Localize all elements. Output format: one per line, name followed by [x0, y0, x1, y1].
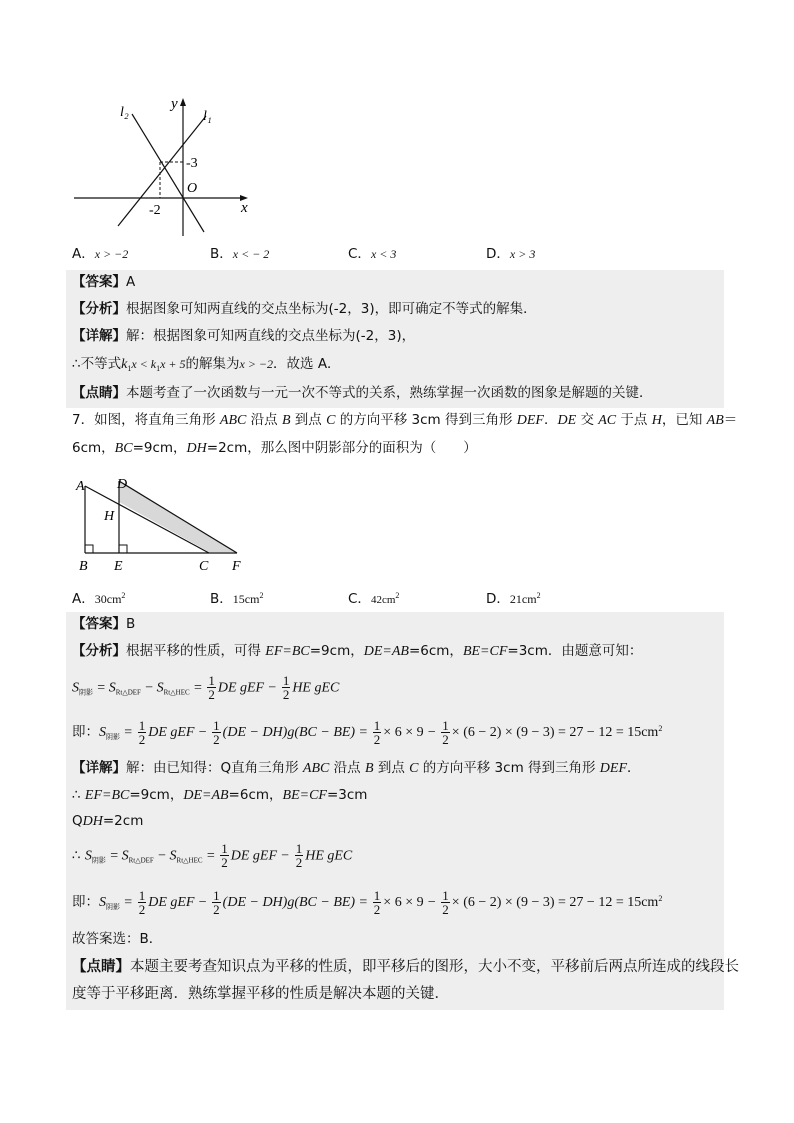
fraction-half [212, 719, 221, 746]
coordinate-graph [70, 92, 260, 242]
comment-tag: 【点睛】 [72, 385, 126, 401]
because-symbol: Q [72, 813, 83, 829]
value-text: =2cm [102, 813, 144, 829]
option-letter: A． [72, 591, 95, 607]
eq-sub: Rt△HEC [163, 688, 190, 697]
value-var: BE=CF [282, 788, 327, 803]
eq-s: S [108, 680, 116, 696]
eq-s: S [169, 848, 177, 864]
fraction-num: 1 [442, 887, 449, 903]
eq-sub: Rt△HEC [176, 856, 203, 865]
eq-term: DE gEF [148, 725, 195, 740]
q7-detail-line [72, 758, 732, 779]
q6-analysis-line [72, 299, 732, 319]
triangle-figure [70, 472, 260, 576]
analysis-var: EF=BC [265, 644, 310, 659]
eq-minus: − [427, 725, 440, 740]
eq-minus: − [427, 895, 440, 910]
eq-prefix: 即： [72, 894, 99, 910]
q7-analysis-line [72, 641, 732, 662]
analysis-text: 根据平移的性质，可得 [126, 643, 266, 659]
eq-term: × (6 − 2) × (9 − 3) = 27 − 12 = 15cm [451, 895, 659, 910]
stem-text: 到点 [290, 412, 327, 428]
label-A: A [76, 479, 85, 494]
label-x: x [241, 200, 248, 216]
option-expr: x > 3 [509, 247, 536, 261]
fraction-den: 2 [295, 855, 303, 870]
eq-prefix: 即： [72, 724, 99, 740]
fraction-num: 1 [208, 673, 215, 688]
q7-equation-4 [72, 886, 732, 920]
fraction-half [138, 719, 147, 746]
therefore-symbol: ∴ [72, 787, 85, 803]
detail-var: B [364, 761, 374, 776]
detail-tag: 【详解】 [72, 328, 126, 344]
option-letter: C． [348, 591, 371, 607]
inequality-tail: x + 5 [160, 357, 186, 371]
therefore-symbol: ∴ [72, 847, 85, 864]
fraction-den: 2 [442, 731, 449, 747]
detail-var: C [409, 761, 419, 776]
eq-equals: = [110, 848, 122, 864]
eq-minus: − [198, 725, 211, 740]
eq-term: DE gEF [217, 680, 265, 696]
fraction-num: 1 [442, 717, 449, 733]
eq-equals: = [124, 725, 136, 740]
eq-s: S [99, 725, 106, 740]
value-var: DH [82, 814, 103, 829]
label-3: -3 [186, 156, 198, 171]
q7-option-b[interactable] [210, 586, 263, 609]
fraction-num: 1 [138, 887, 146, 903]
eq-sub: Rt△DEF [115, 688, 141, 697]
stem-var: DE [557, 413, 577, 428]
fraction-num: 1 [282, 673, 290, 688]
eq-s: S [156, 680, 164, 696]
stem-text: =2cm，那么图中阴影部分的面积为（ ） [206, 440, 477, 456]
analysis-text: =6cm， [408, 643, 463, 659]
option-sup: 2 [259, 591, 264, 600]
line-l1 [118, 116, 206, 226]
eq-equals: = [206, 848, 219, 864]
option-text: 15cm [232, 592, 260, 606]
eq-minus: = [97, 680, 109, 696]
q7-conclusion-line [72, 929, 732, 949]
fraction-den: 2 [208, 687, 215, 702]
answer-tag: 【答案】 [72, 616, 126, 632]
fraction-half [282, 674, 291, 701]
label-neg2: -2 [149, 203, 161, 218]
fraction-half [220, 842, 229, 869]
detail-text: ． [627, 760, 641, 776]
label-C: C [199, 559, 209, 574]
option-text: 21cm [509, 592, 537, 606]
stem-var: ABC [219, 413, 247, 428]
eq-sub: 阴影 [79, 688, 93, 697]
eq-sub: 阴影 [91, 856, 106, 865]
eq-term: × (6 − 2) × (9 − 3) = 27 − 12 = 15cm [451, 725, 659, 740]
option-letter: C． [348, 246, 371, 262]
stem-var: BC [114, 441, 133, 456]
eq-sub: 阴影 [106, 903, 120, 911]
fraction-den: 2 [221, 855, 228, 870]
fraction-half [441, 889, 450, 916]
value-var: DE=AB [183, 788, 229, 803]
fraction-den: 2 [213, 901, 220, 917]
analysis-tag: 【分析】 [72, 643, 126, 659]
eq-term: (DE − DH)g(BC − BE) [222, 725, 356, 740]
q6-option-c[interactable] [348, 244, 396, 264]
q6-option-d[interactable] [486, 244, 535, 264]
option-letter: D． [486, 591, 510, 607]
eq-minus: − [268, 680, 280, 696]
fraction-num: 1 [373, 887, 381, 903]
option-expr: x < − 2 [232, 247, 270, 261]
fraction-num: 1 [213, 717, 220, 733]
analysis-var: BE=CF [462, 644, 508, 659]
option-letter: A． [72, 246, 95, 262]
option-letter: B． [210, 591, 233, 607]
eq-equals: = [359, 725, 371, 740]
stem-var: AC [598, 413, 617, 428]
conclusion-text: 故答案选：B． [72, 931, 163, 947]
fraction-half [373, 719, 382, 746]
option-text: 42cm [370, 594, 396, 606]
stem-var: H [651, 413, 662, 428]
q7-option-d[interactable] [486, 586, 541, 609]
q6-conclusion-line [72, 354, 732, 379]
eq-term: HE gEC [305, 848, 353, 864]
q6-option-a[interactable] [72, 244, 128, 264]
answer-tag: 【答案】 [72, 274, 126, 290]
q7-values-line [72, 785, 732, 806]
eq-sup: 2 [658, 894, 663, 903]
q7-dh-line [72, 811, 732, 832]
eq-equals: = [359, 895, 371, 910]
label-l2: l₂ [120, 105, 129, 120]
option-sup: 2 [121, 591, 126, 600]
analysis-text: =9cm， [309, 643, 364, 659]
stem-text: 6cm， [72, 440, 115, 456]
stem-text: =9cm， [132, 440, 187, 456]
fraction-den: 2 [282, 687, 290, 702]
fraction-den: 2 [213, 731, 220, 747]
answer-value: B [126, 616, 136, 632]
answer-value: A [126, 274, 136, 290]
comment-text: 度等于平移距离．熟练掌握平移的性质是解决本题的关键． [72, 986, 449, 1002]
detail-text: 的方向平移 3cm 得到三角形 [418, 760, 600, 776]
stem-text: ＝ [723, 412, 738, 428]
option-letter: D． [486, 246, 510, 262]
fraction-den: 2 [373, 901, 381, 917]
side-df [119, 481, 237, 553]
q7-comment-line1 [72, 957, 739, 977]
stem-var: DH [186, 441, 207, 456]
value-var: EF=BC [84, 788, 130, 803]
q7-equation-2 [72, 716, 732, 750]
eq-sup: 2 [658, 724, 663, 733]
detail-text: 到点 [373, 760, 410, 776]
comment-text: 本题主要考查知识点为平移的性质，即平移后的图形，大小不变，平移前后两点所连成的线段长 [130, 959, 739, 975]
q7-stem-line2 [72, 438, 732, 459]
fraction-den: 2 [442, 901, 449, 917]
stem-text: 沿点 [246, 412, 282, 428]
label-B: B [79, 559, 88, 574]
value-text: =9cm， [129, 787, 184, 803]
eq-minus: − [158, 848, 170, 864]
eq-equals: = [124, 895, 136, 910]
inequality-sub2: 1 [156, 364, 161, 373]
q6-option-b[interactable] [210, 244, 269, 264]
fraction-den: 2 [138, 731, 146, 747]
analysis-text: 根据图象可知两直线的交点坐标为(-2，3)，即可确定不等式的解集． [126, 301, 537, 317]
fraction-num: 1 [295, 841, 303, 856]
fraction-num: 1 [221, 841, 228, 856]
option-sup: 2 [395, 591, 400, 600]
q6-comment-line [72, 383, 732, 403]
eq-sub: 阴影 [106, 733, 120, 741]
comment-text: 本题考查了一次函数与一元一次不等式的关系，熟练掌握一次函数的图象是解题的关键． [126, 385, 653, 401]
eq-s: S [84, 848, 92, 864]
analysis-tag: 【分析】 [72, 301, 126, 317]
detail-text: 解：根据图象可知两直线的交点坐标为(-2，3)， [126, 328, 416, 344]
option-sup: 2 [536, 591, 541, 600]
right-angle-e [119, 545, 127, 553]
q7-equation-1 [72, 674, 732, 706]
fraction-half [295, 842, 304, 869]
fraction-half [212, 889, 221, 916]
q7-option-c[interactable] [348, 586, 399, 610]
conclusion-prefix: ∴不等式 [72, 356, 122, 372]
eq-sub: Rt△DEF [128, 856, 154, 865]
inequality-mid: x < k [131, 357, 157, 371]
q7-comment-line2 [72, 984, 732, 1004]
detail-text: 解：由已知得：Q直角三角形 [126, 760, 303, 776]
stem-var: B [281, 413, 291, 428]
stem-var: AB [706, 413, 724, 428]
fraction-half [441, 719, 450, 746]
stem-text: 7．如图，将直角三角形 [72, 412, 220, 428]
eq-term: (DE − DH)g(BC − BE) [222, 895, 356, 910]
eq-s: S [121, 848, 129, 864]
stem-text: 交 [576, 412, 599, 428]
q7-answer-line [72, 614, 732, 634]
fraction-num: 1 [213, 887, 220, 903]
fraction-half [207, 674, 216, 701]
analysis-var: DE=AB [363, 644, 409, 659]
fraction-half [373, 889, 382, 916]
stem-text: 于点 [616, 412, 652, 428]
option-expr: x < 3 [370, 247, 397, 261]
stem-text: ，已知 [661, 412, 707, 428]
label-origin: O [187, 181, 198, 196]
label-l1: l₁ [203, 109, 212, 124]
eq-term: × 6 × 9 [383, 895, 424, 910]
option-expr: x > −2 [94, 247, 129, 261]
conclusion-suffix: 的解集为 [185, 356, 240, 372]
analysis-text: =3cm．由题意可知： [507, 643, 643, 659]
stem-var: DEF [516, 413, 544, 428]
detail-tag: 【详解】 [72, 760, 126, 776]
label-H: H [104, 509, 115, 524]
eq-minus: − [281, 848, 293, 864]
label-F: F [232, 559, 241, 574]
label-E: E [114, 559, 123, 574]
label-y: y [171, 96, 178, 112]
eq-s: S [72, 680, 79, 696]
inequality-sub: 1 [127, 364, 132, 373]
eq-term: DE gEF [230, 848, 277, 864]
eq-term: HE gEC [292, 680, 340, 696]
comment-tag: 【点睛】 [72, 959, 130, 975]
q7-equation-3 [72, 842, 732, 874]
fraction-den: 2 [373, 731, 381, 747]
eq-s: S [99, 895, 106, 910]
q6-answer-line [72, 272, 732, 292]
solution-set: x > −2 [239, 357, 274, 371]
q7-option-a[interactable] [72, 586, 125, 609]
y-axis-arrow [180, 98, 186, 106]
stem-text: 的方向平移 3cm 得到三角形 [335, 412, 517, 428]
option-letter: B． [210, 246, 233, 262]
detail-var: DEF [599, 761, 628, 776]
option-text: 30cm [94, 592, 122, 606]
eq-equals: = [193, 680, 206, 696]
detail-text: 沿点 [329, 760, 365, 776]
label-D: D [117, 477, 128, 492]
fraction-num: 1 [373, 717, 381, 733]
fraction-den: 2 [138, 901, 146, 917]
eq-minus: − [198, 895, 211, 910]
value-text: =6cm， [228, 787, 283, 803]
eq-term: × 6 × 9 [383, 725, 424, 740]
stem-var: C [326, 413, 336, 428]
value-text: =3cm [326, 787, 368, 803]
right-angle-b [85, 545, 93, 553]
eq-minus: − [145, 680, 157, 696]
eq-term: DE gEF [148, 895, 195, 910]
fraction-half [138, 889, 147, 916]
inequality-k: k [121, 357, 128, 372]
q6-detail-line [72, 326, 732, 346]
q7-stem-line1 [72, 410, 738, 431]
detail-var: ABC [302, 761, 330, 776]
conclusion-end: ．故选 A． [273, 356, 341, 372]
fraction-num: 1 [138, 717, 146, 733]
stem-text: ． [543, 412, 558, 428]
